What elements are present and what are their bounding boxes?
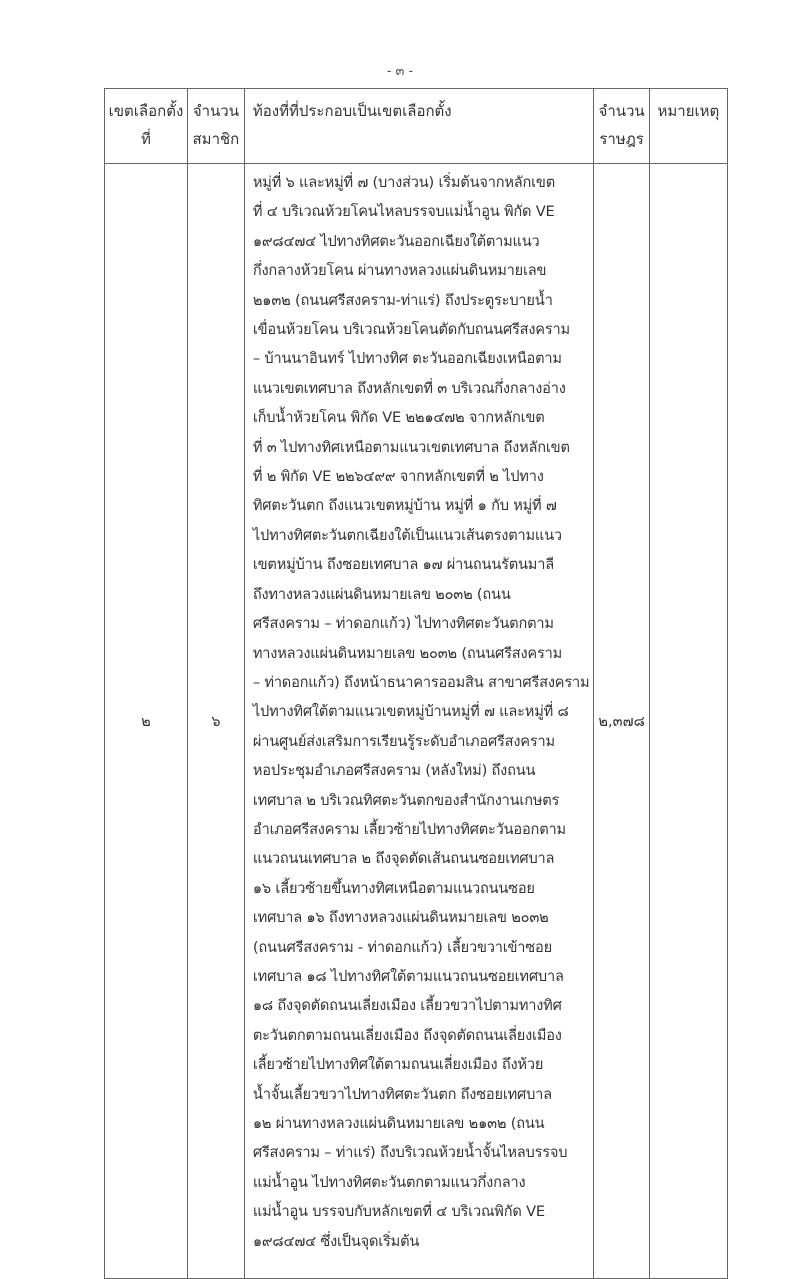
area-line: เก็บน้ำห้วยโคน พิกัด VE ๒๒๑๔๗๒ จากหลักเขต (252, 409, 545, 427)
area-description-cell (244, 164, 594, 1279)
header-remarks: หมายเหตุ (649, 89, 727, 164)
area-line: ๑๖ เลี้ยวซ้ายขึ้นทางทิศเหนือตามแนวถนนซอย (252, 879, 535, 897)
area-line: ถึงทางหลวงแผ่นดินหมายเลข ๒๐๓๒ (ถนน (252, 585, 511, 603)
area-line: ศรีสงคราม – ท่าแร่) ถึงบริเวณห้วยน้ำจั้นไหลบรรจบ (252, 1144, 568, 1162)
area-line: แม่น้ำอูน บรรจบกับหลักเขตที่ ๔ บริเวณพิกัด VE (252, 1203, 545, 1221)
area-line: เทศบาล ๑๖ ถึงทางหลวงแผ่นดินหมายเลข ๒๐๓๒ (252, 909, 549, 927)
area-line: ตะวันตกตามถนนเลี่ยงเมือง ถึงจุดตัดถนนเลี่ยงเมือง (252, 1026, 562, 1044)
table-row (105, 164, 728, 1279)
area-line: ๒๑๓๒ (ถนนศรีสงคราม-ท่าแร่) ถึงประตูระบายน้ำ (252, 291, 553, 309)
area-line: ๑๙๘๔๗๔ ซึ่งเป็นจุดเริ่มต้น (252, 1232, 420, 1250)
page-number: - ๓ - (386, 64, 414, 79)
district-no-cell: ๒ (105, 164, 188, 1279)
area-line: เขื่อนห้วยโคน บริเวณห้วยโคนตัดกับถนนศรีสงคราม (252, 321, 570, 339)
remarks-cell (649, 164, 727, 1279)
area-line: เทศบาล ๒ บริเวณทิศตะวันตกของสำนักงานเกษตร (252, 791, 560, 809)
electoral-district-table (104, 88, 728, 1279)
area-line: แนวถนนเทศบาล ๒ ถึงจุดตัดเส้นถนนซอยเทศบาล (252, 850, 555, 868)
area-line: ผ่านศูนย์ส่งเสริมการเรียนรู้ระดับอำเภอศรีสงคราม (252, 732, 555, 750)
area-line: เขตหมู่บ้าน ถึงซอยเทศบาล ๑๗ ผ่านถนนรัตนมาลี (252, 556, 554, 574)
area-line: แนวเขตเทศบาล ถึงหลักเขตที่ ๓ บริเวณกึ่งกลางอ่าง (252, 379, 566, 397)
area-line: หมู่ที่ ๖ และหมู่ที่ ๗ (บางส่วน) เริ่มต้นจากหลักเขต (252, 174, 555, 191)
area-line: ไปทางทิศตะวันตกเฉียงใต้เป็นแนวเส้นตรงตามแนว (252, 526, 562, 544)
area-line: ศรีสงคราม – ท่าดอกแก้ว) ไปทางทิศตะวันตกตาม (252, 615, 554, 633)
area-line: ที่ ๓ ไปทางทิศเหนือตามแนวเขตเทศบาล ถึงหลักเขต (252, 438, 570, 456)
area-line: (ถนนศรีสงคราม - ท่าดอกแก้ว) เลี้ยวขวาเข้าซอย (252, 938, 552, 956)
area-line: กึ่งกลางห้วยโคน ผ่านทางหลวงแผ่นดินหมายเลข (252, 262, 547, 280)
area-line: อำเภอศรีสงคราม เลี้ยวซ้ายไปทางทิศตะวันออกตาม (252, 820, 566, 838)
area-description (245, 164, 594, 1278)
area-line: ทิศตะวันตก ถึงแนวเขตหมู่บ้าน หมู่ที่ ๑ กับ หมู่ที่ ๗ (252, 497, 557, 515)
population-cell: ๒,๓๗๘ (594, 164, 649, 1279)
area-line: – บ้านนาอินทร์ ไปทางทิศ ตะวันออกเฉียงเหนือตาม (252, 350, 562, 368)
header-district-no: เขตเลือกตั้งที่ (105, 89, 188, 164)
area-line: ทางหลวงแผ่นดินหมายเลข ๒๐๓๒ (ถนนศรีสงคราม (252, 644, 562, 662)
area-line: เลี้ยวซ้ายไปทางทิศใต้ตามถนนเลี่ยงเมือง ถึงห้วย (252, 1056, 544, 1074)
members-cell: ๖ (187, 164, 244, 1279)
area-line: ๑๒ ผ่านทางหลวงแผ่นดินหมายเลข ๒๑๓๒ (ถนน (252, 1115, 545, 1132)
header-area: ท้องที่ที่ประกอบเป็นเขตเลือกตั้ง (244, 89, 594, 164)
area-line: ๑๙๘๔๗๔ ไปทางทิศตะวันออกเฉียงใต้ตามแนว (252, 232, 540, 250)
header-members: จำนวน สมาชิก (187, 89, 244, 164)
area-line: หอประชุมอำเภอศรีสงคราม (หลังใหม่) ถึงถนน (252, 762, 536, 780)
area-line: ที่ ๔ บริเวณห้วยโคนไหลบรรจบแม่น้ำอูน พิกัด VE (252, 203, 555, 221)
area-line: เทศบาล ๑๘ ไปทางทิศใต้ตามแนวถนนซอยเทศบาล (252, 967, 564, 985)
area-line: น้ำจั้นเลี้ยวขวาไปทางทิศตะวันตก ถึงซอยเทศบาล (252, 1085, 552, 1103)
area-line: แม่น้ำอูน ไปทางทิศตะวันตกตามแนวกึ่งกลาง (252, 1173, 526, 1191)
area-line: ๑๘ ถึงจุดตัดถนนเลี่ยงเมือง เลี้ยวขวาไปตามทางทิศ (252, 997, 562, 1015)
area-line: ที่ ๒ พิกัด VE ๒๒๖๔๙๙ จากหลักเขตที่ ๒ ไปทาง (252, 468, 544, 486)
area-line: – ท่าดอกแก้ว) ถึงหน้าธนาคารออมสิน สาขาศรีสงคราม (252, 673, 590, 691)
area-line: ไปทางทิศใต้ตามแนวเขตหมู่บ้านหมู่ที่ ๗ และหมู่ที่ ๘ (252, 703, 569, 721)
header-population: จำนวน ราษฎร (594, 89, 649, 164)
table-header-row (105, 89, 728, 164)
